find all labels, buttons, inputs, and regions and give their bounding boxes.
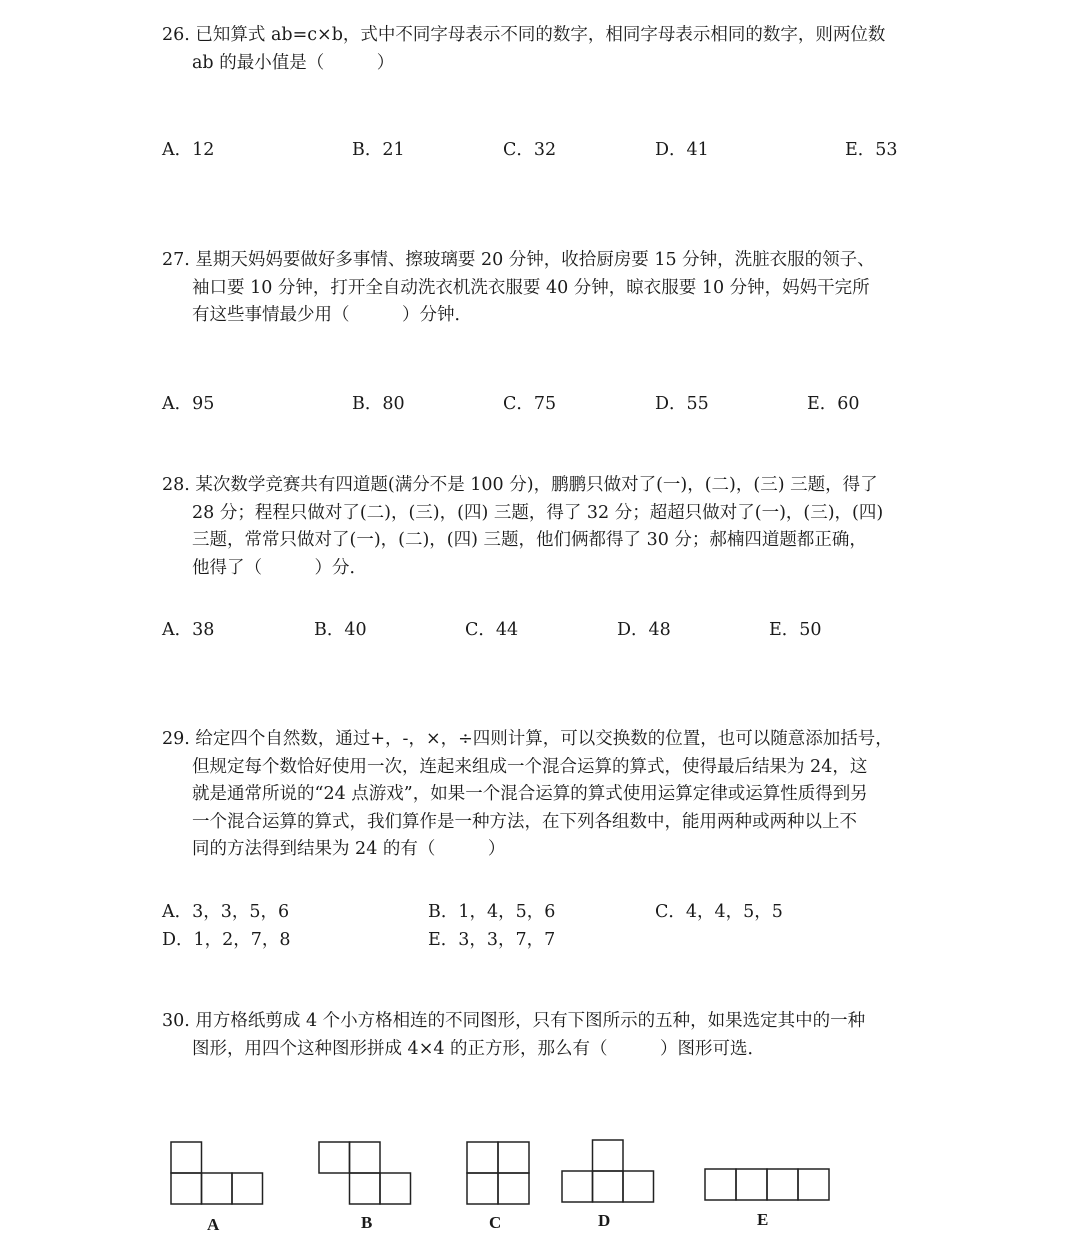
q29-option-e: E．3，3，7，7: [428, 930, 556, 950]
q28-option-d: D．48: [617, 620, 671, 640]
question-28-line-2: 28 分；程程只做对了(二)，(三)，(四) 三题，得了 32 分；超超只做对了(一)，(三)，(四): [192, 502, 884, 523]
tetromino-figure-b: [318, 1141, 413, 1205]
q27-option-e: E．60: [807, 394, 860, 414]
question-29-line-4: 一个混合运算的算式，我们算作是一种方法，在下列各组数中，能用两种或两种以上不: [192, 811, 857, 832]
question-27-line-2: 袖口要 10 分钟，打开全自动洗衣机洗衣服要 40 分钟，晾衣服要 10 分钟，妈妈干完所: [192, 277, 870, 298]
question-26: [162, 22, 922, 77]
question-28-line-1: 28. 某次数学竞赛共有四道题(满分不是 100 分)，鹏鹏只做对了(一)，(二)，(三) 三题，得了: [162, 475, 878, 495]
question-28-line-4: 他得了（ ）分．: [192, 557, 367, 578]
q29-option-a: A．3，3，5，6: [162, 902, 290, 922]
figure-label-e: E: [757, 1210, 769, 1229]
figure-label-a: A: [207, 1215, 220, 1234]
q29-option-d: D．1，2，7，8: [162, 930, 291, 950]
q28-option-c: C．44: [465, 620, 519, 640]
q29-option-b: B．1，4，5，6: [428, 902, 556, 922]
question-29-line-2: 但规定每个数恰好使用一次，连起来组成一个混合运算的算式，使得最后结果为 24，这: [192, 756, 868, 777]
q26-option-d: D．41: [655, 140, 709, 160]
q27-option-b: B．80: [352, 394, 405, 414]
q28-option-b: B．40: [314, 620, 367, 640]
q27-option-d: D．55: [655, 394, 709, 414]
q27-option-c: C．75: [503, 394, 557, 414]
q29-option-c: C．4，4，5，5: [655, 902, 783, 922]
question-26-line-1: 26. 已知算式 ab=c×b，式中不同字母表示不同的数字，相同字母表示相同的数字，则两位数: [162, 25, 886, 45]
question-29-line-3: 就是通常所说的“24 点游戏”，如果一个混合运算的算式使用运算定律或运算性质得到另: [192, 784, 868, 804]
q26-option-a: A．12: [162, 140, 215, 160]
figure-label-c: C: [489, 1213, 502, 1232]
question-28: [162, 472, 922, 582]
tetromino-figure-d: [561, 1139, 656, 1203]
question-29-line-1: 29. 给定四个自然数，通过+，-，×，÷四则计算，可以交换数的位置，也可以随意添加括号，: [162, 729, 893, 749]
tetromino-figure-c: [466, 1141, 530, 1205]
question-29-line-5: 同的方法得到结果为 24 的有（ ）: [192, 839, 506, 859]
question-27-line-1: 27. 星期天妈妈要做好多事情、擦玻璃要 20 分钟，收拾厨房要 15 分钟，洗脏衣服的领子、: [162, 250, 875, 270]
question-30-line-2: 图形，用四个这种图形拼成 4×4 的正方形，那么有（ ）图形可选．: [192, 1038, 766, 1059]
question-26-line-2: ab 的最小值是（ ）: [192, 52, 395, 73]
question-29: [162, 726, 922, 864]
question-28-line-3: 三题，常常只做对了(一)，(二)，(四) 三题，他们俩都得了 30 分；郝楠四道题都正确，: [192, 530, 867, 550]
question-27-line-3: 有这些事情最少用（ ）分钟．: [192, 305, 472, 325]
question-27: [162, 247, 922, 330]
q27-option-a: A．95: [162, 394, 215, 414]
q26-option-c: C．32: [503, 140, 557, 160]
tetromino-figure-e: [704, 1168, 830, 1201]
question-30-line-1: 30. 用方格纸剪成 4 个小方格相连的不同图形，只有下图所示的五种，如果选定其中的一种: [162, 1011, 866, 1031]
q26-option-b: B．21: [352, 140, 405, 160]
tetromino-figure-a: [170, 1141, 265, 1205]
q28-option-e: E．50: [769, 620, 822, 640]
q28-option-a: A．38: [162, 620, 215, 640]
question-30: [162, 1008, 922, 1063]
q26-option-e: E．53: [845, 140, 898, 160]
figure-label-d: D: [598, 1211, 611, 1230]
figure-label-b: B: [361, 1213, 373, 1232]
